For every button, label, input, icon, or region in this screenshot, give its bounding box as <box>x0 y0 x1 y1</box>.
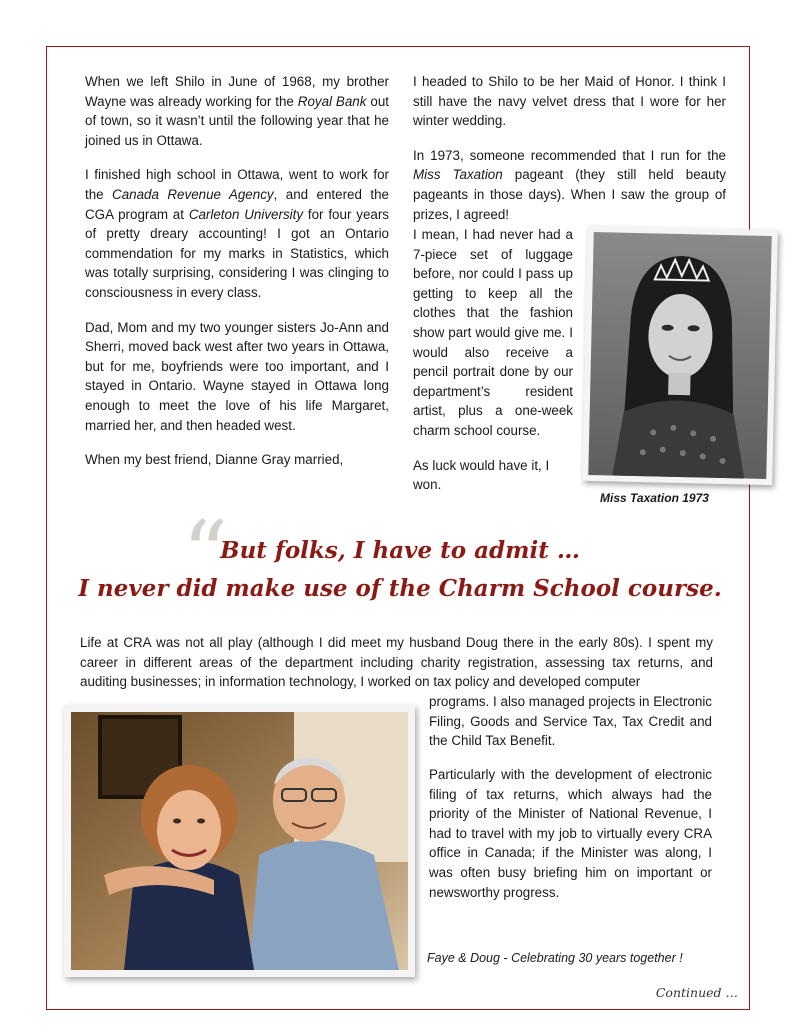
paragraph-family: Dad, Mom and my two younger sisters Jo-Ann and Sherri, moved back west after two years in Ottawa, but for me, boyfriends were too important, and I stayed in Ontario. Wayne stayed in Ottawa long enough to meet the love of his life Margaret, married her, and then headed west. <box>85 319 389 433</box>
paragraph-shilo <box>85 72 389 150</box>
portrait-image <box>582 226 778 485</box>
text: When we left Shilo in June of 1968, my brother Wayne was already working for the <box>85 74 389 109</box>
photo-caption-faye-doug: Faye & Doug - Celebrating 30 years together ! <box>427 951 683 965</box>
miss-taxation: Miss Taxation <box>413 167 503 183</box>
right-column <box>413 72 726 224</box>
paragraph-dianne: When my best friend, Dianne Gray married, <box>85 452 344 468</box>
text: I finished high school in Ottawa, went to work for the <box>85 167 389 202</box>
paragraph-maid-of-honor: I headed to Shilo to be her Maid of Honor. I think I still have the navy velvet dress that I wore for her winter wedding. <box>413 74 726 129</box>
paragraph-electronic-filing: Particularly with the development of electronic filing of tax returns, which always had the priority of the Minister of National Revenue, I had to travel with my job to virtually every CRA office in Canada; if the Minister was along, I was often busy briefing him on important or newsworthy progress. <box>429 767 712 900</box>
couple-image <box>64 705 415 977</box>
left-column <box>85 72 389 470</box>
text: , and entered the CGA program at <box>85 186 389 222</box>
paragraph-prizes: I mean, I had never had a 7-piece set of luggage before, nor could I pass up getting to keep all the clothes that the fashion show part would give me. I would also receive a pencil portrait done by our department’s resident artist, plus a one-week charm school course. <box>413 227 573 438</box>
text: In 1973, someone recommended that I run for the <box>413 147 726 163</box>
paragraph-life-at-cra: Life at CRA was not all play (although I did meet my husband Doug there in the early 80s). I spent my career in different areas of the department including charity registration, assessing tax returns, and auditing businesses; in information technology, I worked on tax policy and developed computer <box>80 635 713 690</box>
right-column-narrow <box>413 225 573 495</box>
pull-quote-line2: I never did make use of the Charm School course. <box>78 575 722 602</box>
paragraph-pageant <box>413 146 726 224</box>
text: for four years of pretty dreary accounting! I got an Ontario commendation for my marks in Statistics, which was totally surprising, considering I was clinging to consciousness in every class. <box>85 206 389 300</box>
pull-quote-line1: But folks, I have to admit … <box>220 537 580 564</box>
cra-name: Canada Revenue Agency <box>112 186 274 202</box>
miss-taxation-photo <box>582 226 778 485</box>
photo-caption-miss-taxation: Miss Taxation 1973 <box>600 491 709 505</box>
continued-label: Continued … <box>655 985 738 1000</box>
carleton-name: Carleton University <box>188 206 304 222</box>
paragraph-projects: programs. I also managed projects in Electronic Filing, Goods and Service Tax, Tax Credit and the Child Tax Benefit. <box>429 694 712 749</box>
paragraph-high-school <box>85 165 389 302</box>
royal-bank: Royal Bank <box>297 93 367 109</box>
quote-mark-icon: “ <box>182 502 229 607</box>
text: pageant (they still held beauty pageants in those days). When I saw the group of prizes, I agreed! <box>413 167 726 222</box>
paragraph-won: As luck would have it, I won. <box>413 457 550 493</box>
text: out of town, so it wasn’t until the following year that he joined us in Ottawa. <box>85 93 389 148</box>
faye-doug-photo <box>64 705 415 977</box>
